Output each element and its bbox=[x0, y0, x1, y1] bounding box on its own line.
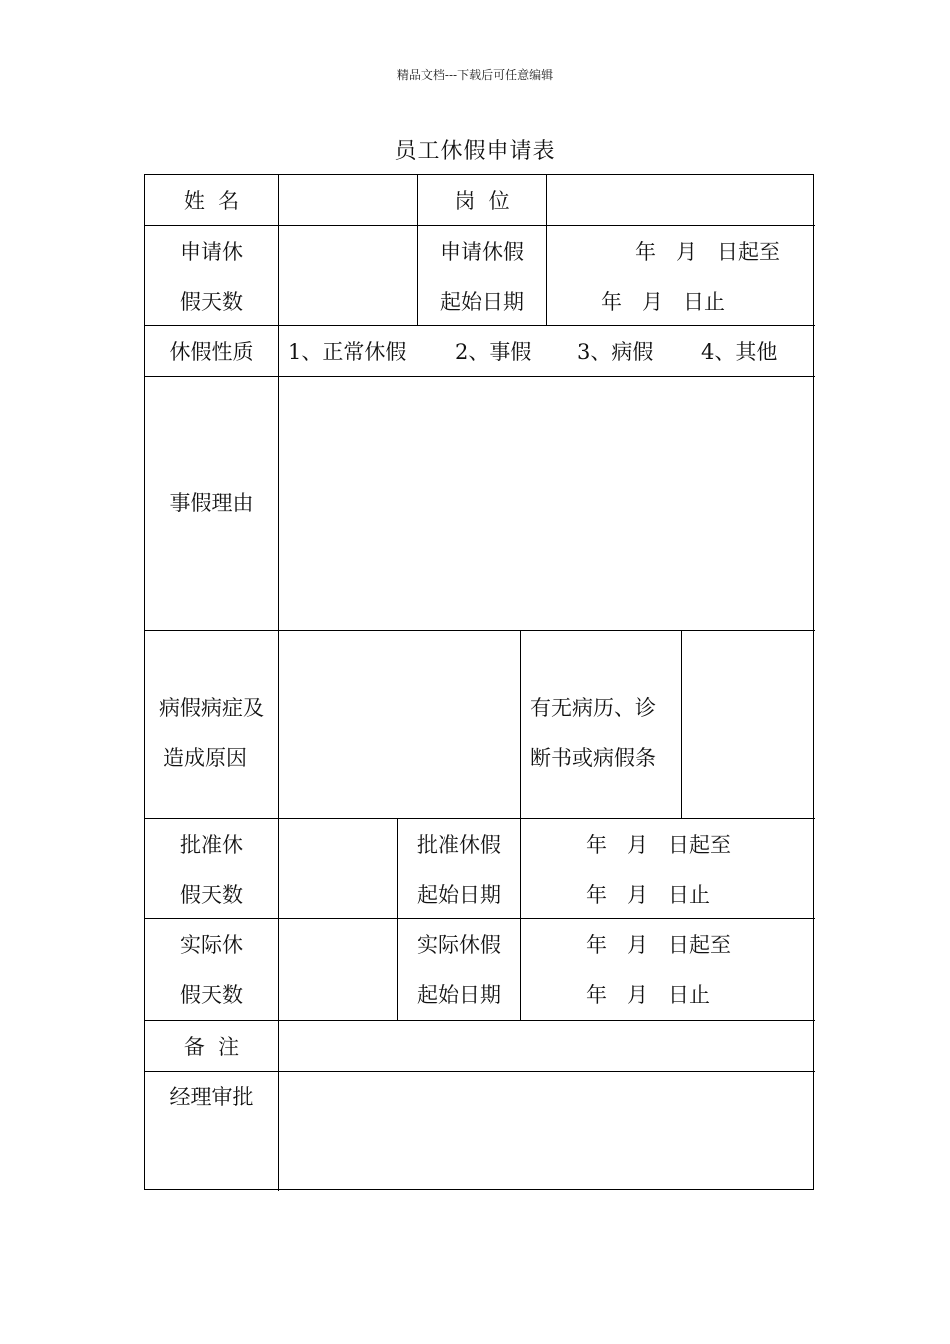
sick-cert-label-1: 有无病历、诊 bbox=[530, 696, 656, 720]
remarks-label: 备 注 bbox=[183, 1035, 240, 1059]
sick-cause-field[interactable] bbox=[279, 631, 520, 818]
position-label: 岗 位 bbox=[454, 189, 510, 213]
reason-label: 事假理由 bbox=[169, 491, 254, 515]
leave-form-table bbox=[144, 174, 814, 1190]
actual-days-field[interactable] bbox=[279, 919, 397, 1020]
actual-days-label-2: 假天数 bbox=[180, 983, 243, 1007]
actual-date-label-1: 实际休假 bbox=[417, 933, 501, 957]
leave-type-option-sick[interactable]: 3、病假 bbox=[577, 340, 654, 364]
manager-approval-label: 经理审批 bbox=[169, 1085, 254, 1109]
apply-date-label-1: 申请休假 bbox=[440, 240, 524, 264]
apply-days-label-1: 申请休 bbox=[180, 240, 243, 264]
sick-cert-label-2: 断书或病假条 bbox=[530, 746, 656, 770]
sick-cert-field[interactable] bbox=[682, 631, 815, 818]
row-divider bbox=[145, 818, 815, 819]
reason-field[interactable] bbox=[279, 377, 815, 630]
actual-date-start[interactable]: 年 月 日起至 bbox=[586, 933, 732, 957]
leave-type-option-personal[interactable]: 2、事假 bbox=[455, 340, 532, 364]
actual-days-label-1: 实际休 bbox=[180, 933, 243, 957]
sick-label-1: 病假病症及 bbox=[159, 696, 264, 720]
row-divider bbox=[145, 1020, 815, 1021]
name-label: 姓 名 bbox=[183, 189, 240, 213]
form-title: 员工休假申请表 bbox=[394, 139, 556, 164]
approved-days-label-1: 批准休 bbox=[180, 833, 243, 857]
approved-date-end[interactable]: 年 月 日止 bbox=[586, 883, 711, 907]
manager-approval-field[interactable] bbox=[279, 1072, 815, 1190]
leave-type-label: 休假性质 bbox=[169, 340, 254, 364]
leave-type-option-normal[interactable]: 1、正常休假 bbox=[288, 340, 407, 364]
apply-date-start[interactable]: 年 月 日起至 bbox=[635, 240, 781, 264]
leave-type-option-other[interactable]: 4、其他 bbox=[701, 340, 778, 364]
sick-label-2: 造成原因 bbox=[163, 746, 247, 770]
approved-date-start[interactable]: 年 月 日起至 bbox=[586, 833, 732, 857]
approved-date-label-2: 起始日期 bbox=[417, 883, 501, 907]
actual-date-label-2: 起始日期 bbox=[417, 983, 501, 1007]
approved-days-field[interactable] bbox=[279, 819, 397, 918]
header-note: 精品文档---下载后可任意编辑 bbox=[396, 68, 554, 82]
column-divider bbox=[546, 175, 547, 325]
approved-days-label-2: 假天数 bbox=[180, 883, 243, 907]
column-divider bbox=[520, 818, 521, 1020]
apply-date-label-2: 起始日期 bbox=[440, 290, 524, 314]
actual-date-end[interactable]: 年 月 日止 bbox=[586, 983, 711, 1007]
apply-date-end[interactable]: 年 月 日止 bbox=[601, 290, 726, 314]
approved-date-label-1: 批准休假 bbox=[417, 833, 501, 857]
apply-days-label-2: 假天数 bbox=[180, 290, 243, 314]
column-divider bbox=[520, 630, 521, 818]
